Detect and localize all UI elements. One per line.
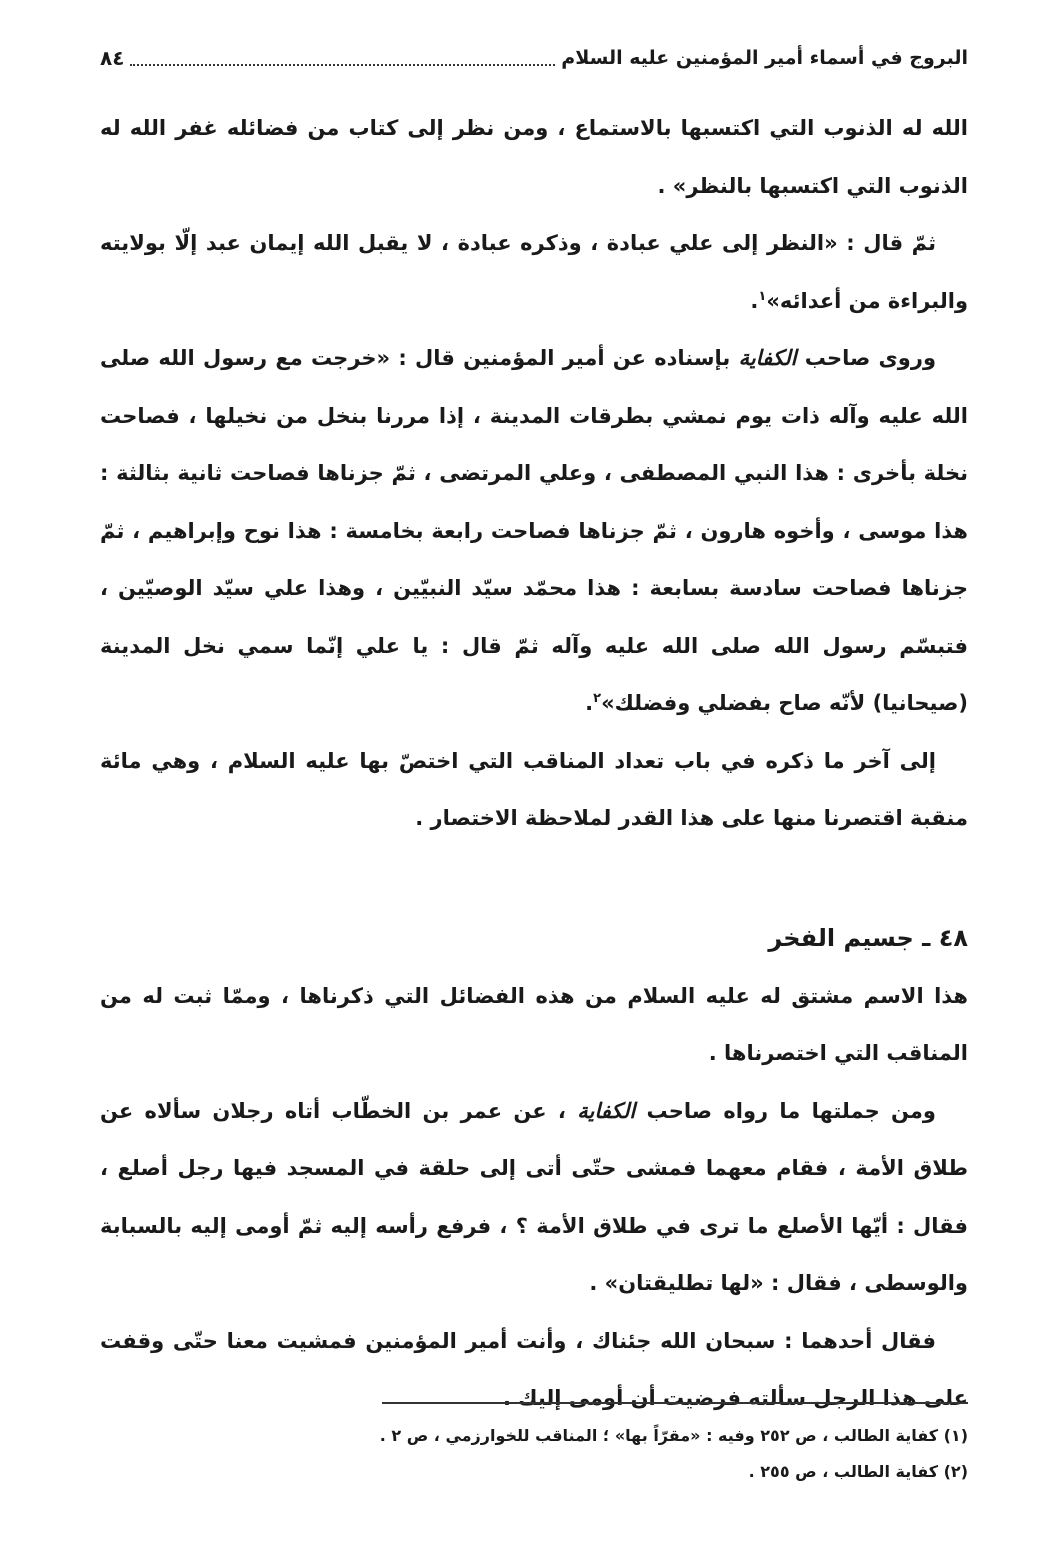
paragraph-quote: ثمّ قال : «النظر إلى علي عبادة ، وذكره عبادة ، لا يقبل الله إيمان عبد إلّا بولايته والبراءة من أعدائه»$^١$.	[100, 231, 968, 313]
section-paragraph-end: فقال أحدهما : سبحان الله جئناك ، وأنت أمير المؤمنين فمشيت معنا حتّى وقفت على هذا الرجل سألته فرضيت أن أومى إليك .	[100, 1328, 968, 1410]
paragraph-text-rest: ، عن عمر بن الخطّاب أتاه رجلان سألاه عن طلاق الأمة ، فقام معهما فمشى حتّى أتى إلى حلقة في المسجد فيها رجل أصلع ، فقال : أيّها الأصلع ما ترى في طلاق الأمة ؟ ، فرفع رأسه إليه ثمّ أومى إليه بالسبابة والوسطى ، فقال : «لها تطليقتان» .	[100, 1098, 968, 1295]
footnote-2: (٢) كفاية الطالب ، ص ٢٥٥ .	[748, 1462, 968, 1481]
running-title: البروج في أسماء أمير المؤمنين عليه السلام	[561, 47, 968, 69]
footnote-ref-1: ١	[758, 288, 767, 304]
running-header	[100, 36, 968, 80]
footnotes	[100, 1418, 968, 1490]
main-text	[100, 100, 968, 1428]
dotted-leader	[130, 50, 555, 66]
section-heading: ٤٨ ـ جسيم الفخر	[768, 923, 968, 952]
paragraph-continuation: الله له الذنوب التي اكتسبها بالاستماع ، ومن نظر إلى كتاب من فضائله غفر الله له الذنوب التي اكتسبها بالنظر» .	[100, 116, 968, 198]
paragraph-text-start: ومن جملتها ما رواه صاحب	[635, 1098, 936, 1123]
section-paragraph-intro: هذا الاسم مشتق له عليه السلام من هذه الفضائل التي ذكرناها ، وممّا ثبت له من المناقب التي اختصرناها .	[100, 983, 968, 1065]
paragraph-text-rest: بإسناده عن أمير المؤمنين قال : «خرجت مع رسول الله صلى الله عليه وآله ذات يوم نمشي بطرقات المدينة ، إذا مررنا بنخل من نخيلها ، فصاحت نخلة بأخرى : هذا النبي المصطفى ، وعلي المرتضى ، ثمّ جزناها فصاحت ثانية بثالثة : هذا موسى ، وأخوه هارون ، ثمّ جزناها فصاحت رابعة بخامسة : هذا نوح وإبراهيم ، ثمّ جزناها فصاحت سادسة بسابعة : هذا محمّد سيّد النبيّين ، وهذا علي سيّد الوصيّين ، فتبسّم رسول الله صلى الله عليه وآله ثمّ قال : يا علي إنّما سمي نخل المدينة (صيحانيا) لأنّه صاح بفضلي وفضلك»	[100, 346, 968, 715]
footnote-divider	[382, 1402, 968, 1404]
footnote-ref-2: ٢	[593, 691, 602, 706]
page-number: ٨٤	[100, 46, 125, 70]
paragraph-closing: إلى آخر ما ذكره في باب تعداد المناقب التي اختصّ بها عليه السلام ، وهي مائة منقبة اقتصرنا منها على هذا القدر لملاحظة الاختصار .	[100, 748, 968, 830]
book-title: الكفاية	[738, 346, 797, 370]
book-title: الكفاية	[577, 1098, 636, 1123]
section-paragraph-story	[100, 1083, 968, 1313]
paragraph-text-start: وروى صاحب	[796, 346, 937, 370]
footnote-1: (١) كفاية الطالب ، ص ٢٥٢ وفيه : «مقرّاً بها» ؛ المناقب للخوارزمي ، ص ٢ .	[379, 1426, 968, 1445]
paragraph-narration: وروى صاحب الكفاية بإسناده عن أمير المؤمنين قال : «خرجت مع رسول الله صلى الله عليه وآله ذات يوم نمشي بطرقات المدينة ، إذا مررنا بنخل من نخيلها ، فصاحت نخلة بأخرى : هذا النبي المصطفى ، وعلي المرتضى ، ثمّ جزناها فصاحت ثانية بثالثة : هذا موسى ، وأخوه هارون ، ثمّ جزناها فصاحت رابعة بخامسة : هذا نوح وإبراهيم ، ثمّ جزناها فصاحت سادسة بسابعة : هذا محمّد سيّد النبيّين ، وهذا علي سيّد الوصيّين ، فتبسّم رسول الله صلى الله عليه وآله ثمّ قال : يا علي إنّما سمي نخل المدينة (صيحانيا) لأنّه صاح بفضلي وفضلك»$^٢$.	[100, 346, 968, 715]
section-spacer	[100, 848, 968, 908]
paragraph-text: ثمّ قال : «النظر إلى علي عبادة ، وذكره عبادة ، لا يقبل الله إيمان عبد إلّا بولايته والبراءة من أعدائه»	[100, 231, 968, 313]
